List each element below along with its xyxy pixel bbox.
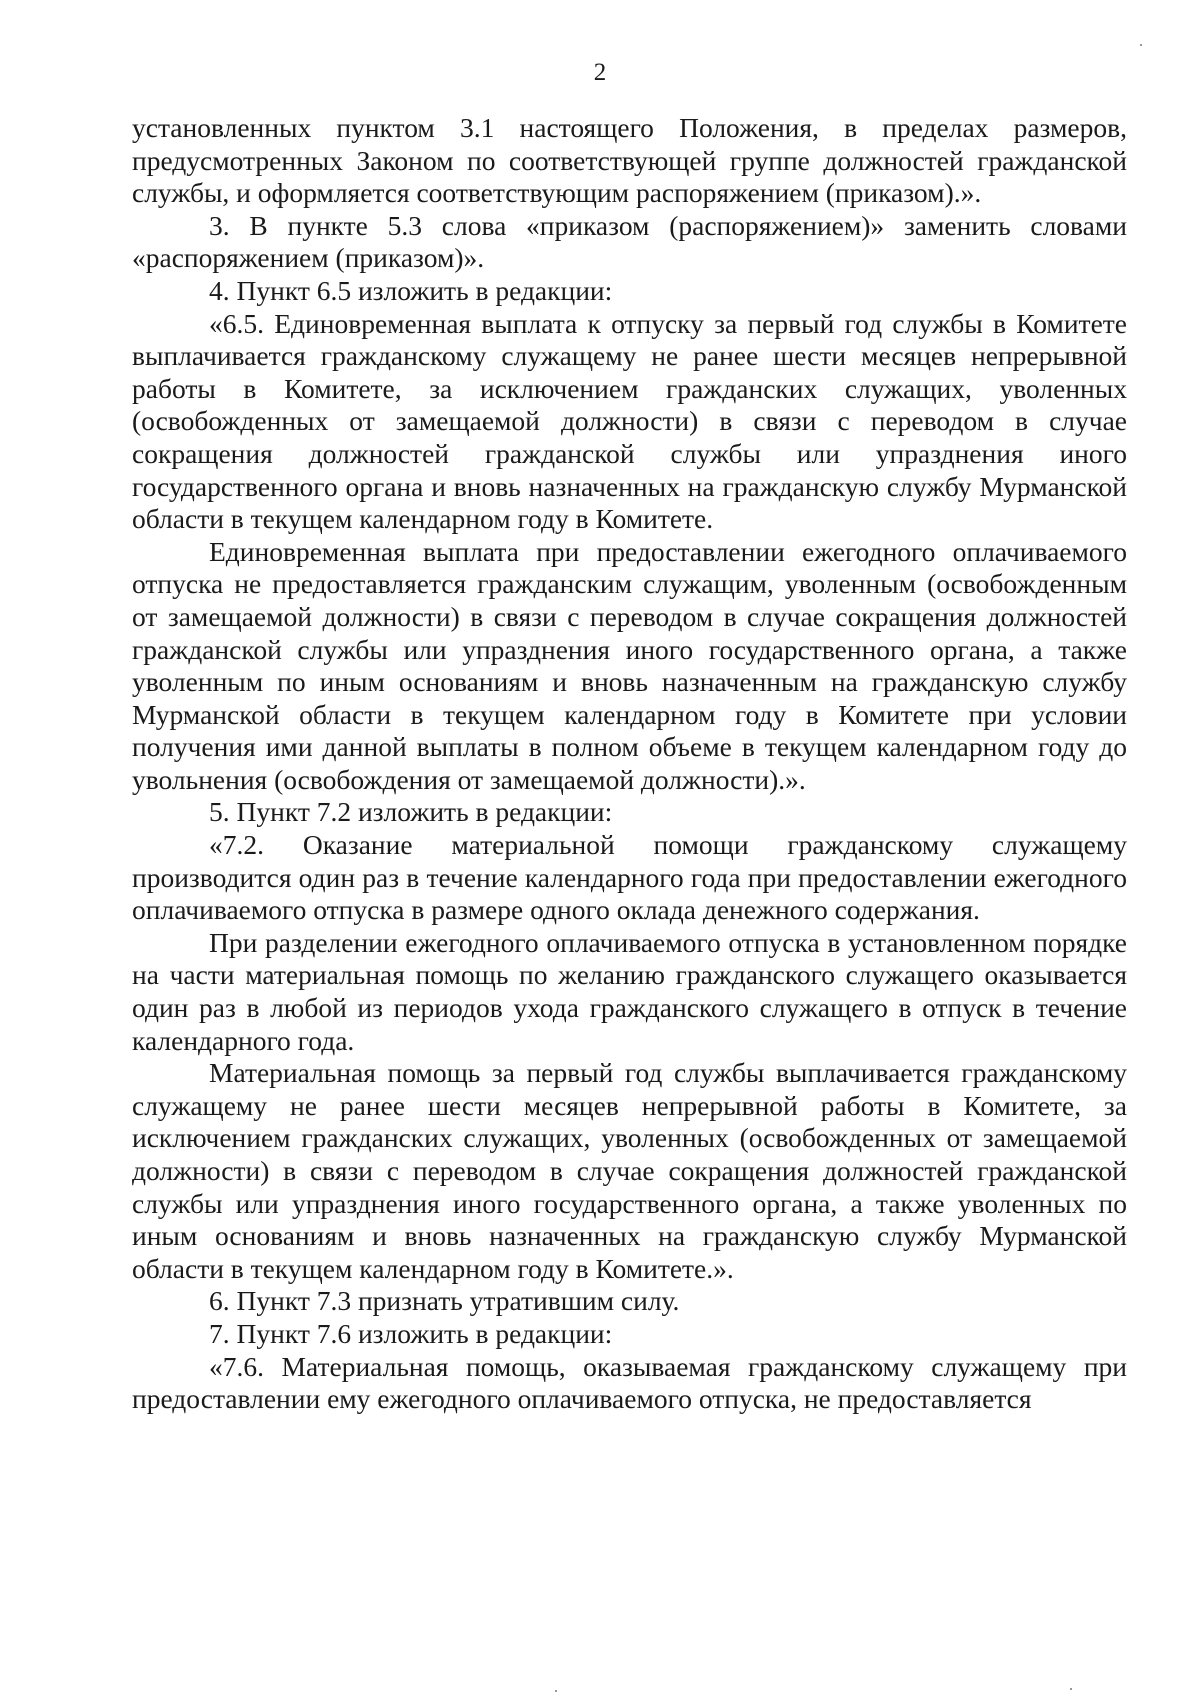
paragraph: При разделении ежегодного оплачиваемого отпуска в установленном порядке на части материальная помощь по желанию гражданского служащего оказывается один раз в любой из периодов ухода гражданского служащего в отпуск в течение календарного года. [132, 926, 1127, 1056]
page-number: 2 [593, 59, 607, 86]
paragraph: Материальная помощь за первый год службы выплачивается гражданскому служащему не ранее шести месяцев непрерывной работы в Комитете, за исключением гражданских служащих, уволенных (освобожденных от замещаемой должности) в связи с переводом в случае сокращения должностей гражданской службы или упразднения иного государственного органа, а также уволенных по иным основаниям и вновь назначенных на гражданскую службу Мурманской области в текущем календарном году в Комитете.». [132, 1057, 1127, 1284]
paragraph: 5. Пункт 7.2 изложить в редакции: [209, 796, 613, 828]
paragraph: Единовременная выплата при предоставлении ежегодного оплачиваемого отпуска не предоставляется гражданским служащим, уволенным (освобожденным от замещаемой должности) в связи с переводом в случае сокращения должностей гражданской службы или упразднения иного государственного органа, а также уволенным по иным основаниям и вновь назначенным на гражданскую службу Мурманской области в текущем календарном году в Комитете при условии получения ими данной выплаты в полном объеме в текущем календарном году до увольнения (освобождения от замещаемой должности).». [132, 535, 1127, 795]
paragraph: «7.2. Оказание материальной помощи гражданскому служащему производится один раз в течение календарного года при предоставлении ежегодного оплачиваемого отпуска в размере одного оклада денежного содержания. [132, 829, 1127, 926]
paragraph: 7. Пункт 7.6 изложить в редакции: [209, 1317, 613, 1349]
paragraph: 6. Пункт 7.3 признать утратившим силу. [209, 1285, 680, 1317]
scan-speck [1070, 1688, 1072, 1690]
paragraph: «6.5. Единовременная выплата к отпуску за первый год службы в Комитете выплачивается гражданскому служащему не ранее шести месяцев непрерывной работы в Комитете, за исключением гражданских служащих, уволенных (освобожденных от замещаемой должности) в связи с переводом в случае сокращения должностей гражданской службы или упразднения иного государственного органа и вновь назначенных на гражданскую службу Мурманской области в текущем календарном году в Комитете. [132, 307, 1127, 535]
scan-speck [1140, 44, 1142, 46]
scan-speck [555, 1690, 557, 1692]
paragraph: установленных пунктом 3.1 настоящего Положения, в пределах размеров, предусмотренных Законом по соответствующей группе должностей гражданской службы, и оформляется соответствующим распоряжением (приказом).». [132, 112, 1127, 209]
paragraph: 3. В пункте 5.3 слова «приказом (распоряжением)» заменить словами «распоряжением (приказом)». [132, 209, 1127, 274]
document-body [132, 112, 1127, 1416]
paragraph: 4. Пункт 6.5 изложить в редакции: [209, 274, 613, 306]
paragraph: «7.6. Материальная помощь, оказываемая гражданскому служащему при предоставлении ему ежегодного оплачиваемого отпуска, не предоставляется [132, 1350, 1127, 1415]
